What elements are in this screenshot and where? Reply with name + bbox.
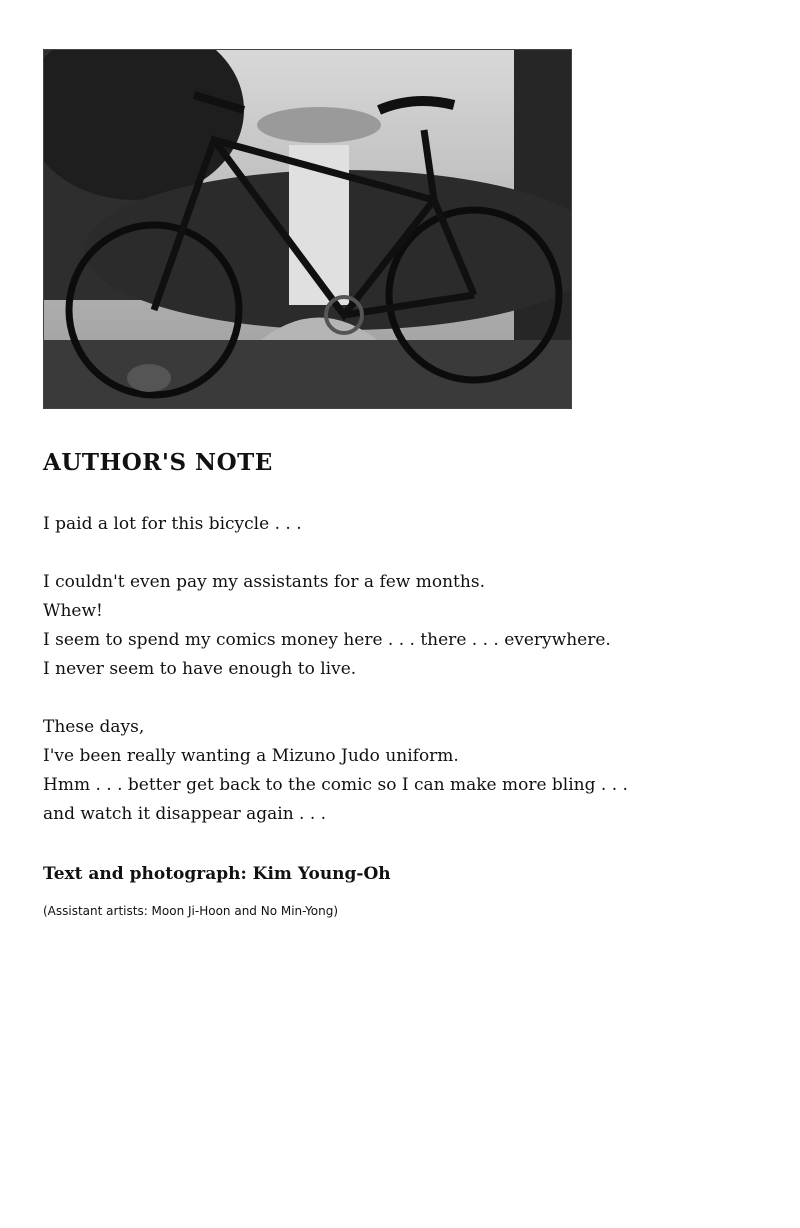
note-line: Hmm . . . better get back to the comic so I can make more bling . . . bbox=[43, 775, 628, 795]
helmet bbox=[127, 364, 171, 392]
bicycle-photo bbox=[43, 49, 572, 409]
note-paragraph-3 bbox=[43, 713, 628, 829]
note-line: I never seem to have enough to live. bbox=[43, 659, 357, 679]
note-line: I couldn't even pay my assistants for a few months. bbox=[43, 572, 485, 592]
bicycle-photo-illustration bbox=[44, 50, 571, 408]
pedestal-bowl bbox=[257, 107, 381, 143]
note-line: and watch it disappear again . . . bbox=[43, 804, 327, 824]
authors-note-heading: AUTHOR'S NOTE bbox=[43, 449, 273, 476]
grass bbox=[44, 340, 571, 408]
author-credit: Text and photograph: Kim Young-Oh bbox=[43, 864, 391, 884]
assistant-credit: (Assistant artists: Moon Ji-Hoon and No Min-Yong) bbox=[43, 904, 339, 918]
note-line: I've been really wanting a Mizuno Judo uniform. bbox=[43, 746, 459, 766]
note-line: These days, bbox=[43, 717, 145, 737]
note-paragraph-1 bbox=[43, 510, 302, 539]
note-paragraph-2 bbox=[43, 568, 611, 684]
note-line: Whew! bbox=[43, 601, 103, 621]
note-line: I seem to spend my comics money here . . . there . . . everywhere. bbox=[43, 630, 611, 650]
note-line: I paid a lot for this bicycle . . . bbox=[43, 514, 302, 534]
